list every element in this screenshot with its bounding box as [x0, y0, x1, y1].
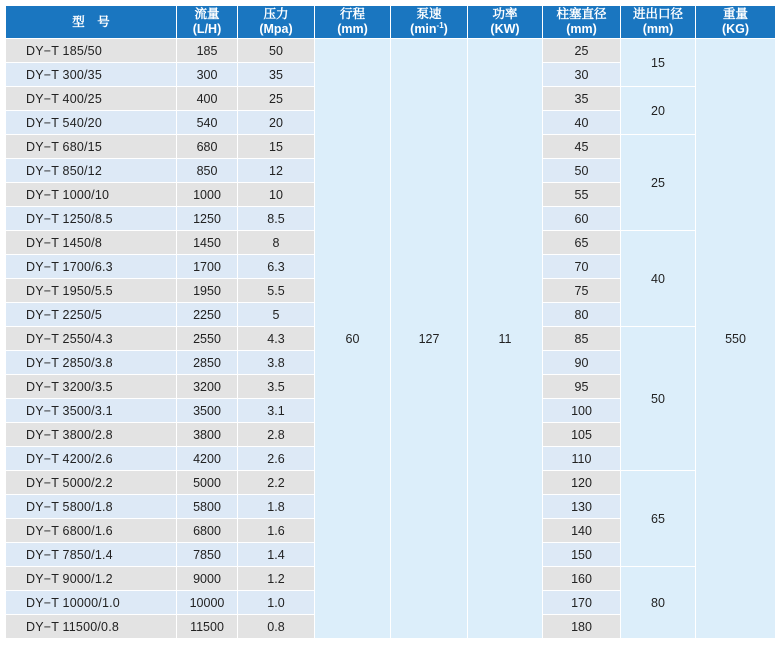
header-port-size: 进出口径 (mm) — [621, 6, 696, 39]
pressure-cell: 50 — [238, 39, 315, 63]
flow-cell: 400 — [177, 87, 238, 111]
model-cell: DY−T 1450/8 — [6, 231, 177, 255]
pressure-cell: 35 — [238, 63, 315, 87]
model-cell: DY−T 4200/2.6 — [6, 447, 177, 471]
plunger-diameter-cell: 105 — [543, 423, 621, 447]
header-pressure: 压力 (Mpa) — [238, 6, 315, 39]
model-cell: DY−T 6800/1.6 — [6, 519, 177, 543]
pressure-cell: 1.0 — [238, 591, 315, 615]
port-size-cell: 20 — [621, 87, 696, 135]
pressure-cell: 6.3 — [238, 255, 315, 279]
table-row — [6, 39, 776, 63]
flow-cell: 3800 — [177, 423, 238, 447]
plunger-diameter-cell: 95 — [543, 375, 621, 399]
pressure-cell: 1.8 — [238, 495, 315, 519]
model-cell: DY−T 1700/6.3 — [6, 255, 177, 279]
header-pump-speed: 泵速 $(\min^{-1})$ — [391, 6, 468, 39]
model-cell: DY−T 3200/3.5 — [6, 375, 177, 399]
model-cell: DY−T 10000/1.0 — [6, 591, 177, 615]
flow-cell: 4200 — [177, 447, 238, 471]
model-cell: DY−T 680/15 — [6, 135, 177, 159]
plunger-diameter-cell: 160 — [543, 567, 621, 591]
header-weight: 重量 (KG) — [696, 6, 776, 39]
pressure-cell: 3.1 — [238, 399, 315, 423]
stroke-cell: 60 — [315, 39, 391, 639]
pump-spec-table — [5, 5, 776, 639]
flow-cell: 3500 — [177, 399, 238, 423]
plunger-diameter-cell: 80 — [543, 303, 621, 327]
flow-cell: 5000 — [177, 471, 238, 495]
pressure-cell: 0.8 — [238, 615, 315, 639]
flow-cell: 2550 — [177, 327, 238, 351]
pressure-cell: 2.2 — [238, 471, 315, 495]
model-cell: DY−T 1250/8.5 — [6, 207, 177, 231]
model-cell: DY−T 850/12 — [6, 159, 177, 183]
flow-cell: 11500 — [177, 615, 238, 639]
port-size-cell: 25 — [621, 135, 696, 231]
flow-cell: 540 — [177, 111, 238, 135]
pressure-cell: 15 — [238, 135, 315, 159]
plunger-diameter-cell: 90 — [543, 351, 621, 375]
port-size-cell: 65 — [621, 471, 696, 567]
flow-cell: 1000 — [177, 183, 238, 207]
weight-cell: 550 — [696, 39, 776, 639]
pressure-cell: 4.3 — [238, 327, 315, 351]
pressure-cell: 1.4 — [238, 543, 315, 567]
plunger-diameter-cell: 25 — [543, 39, 621, 63]
header-row — [6, 6, 776, 39]
model-cell: DY−T 2550/4.3 — [6, 327, 177, 351]
model-cell: DY−T 3500/3.1 — [6, 399, 177, 423]
flow-cell: 850 — [177, 159, 238, 183]
plunger-diameter-cell: 120 — [543, 471, 621, 495]
plunger-diameter-cell: 75 — [543, 279, 621, 303]
pressure-cell: 1.2 — [238, 567, 315, 591]
model-cell: DY−T 2250/5 — [6, 303, 177, 327]
pump-speed-cell: 127 — [391, 39, 468, 639]
pressure-cell: 25 — [238, 87, 315, 111]
port-size-cell: 15 — [621, 39, 696, 87]
flow-cell: 185 — [177, 39, 238, 63]
plunger-diameter-cell: 40 — [543, 111, 621, 135]
model-cell: DY−T 3800/2.8 — [6, 423, 177, 447]
model-cell: DY−T 2850/3.8 — [6, 351, 177, 375]
pressure-cell: 1.6 — [238, 519, 315, 543]
flow-cell: 10000 — [177, 591, 238, 615]
plunger-diameter-cell: 85 — [543, 327, 621, 351]
pressure-cell: 3.5 — [238, 375, 315, 399]
pressure-cell: 3.8 — [238, 351, 315, 375]
pressure-cell: 12 — [238, 159, 315, 183]
flow-cell: 3200 — [177, 375, 238, 399]
table-body — [6, 39, 776, 639]
model-cell: DY−T 7850/1.4 — [6, 543, 177, 567]
plunger-diameter-cell: 70 — [543, 255, 621, 279]
pressure-cell: 5 — [238, 303, 315, 327]
model-cell: DY−T 11500/0.8 — [6, 615, 177, 639]
spec-table-container — [5, 5, 776, 639]
pressure-cell: 2.6 — [238, 447, 315, 471]
pressure-cell: 20 — [238, 111, 315, 135]
header-flow: 流量 (L/H) — [177, 6, 238, 39]
flow-cell: 7850 — [177, 543, 238, 567]
model-cell: DY−T 1000/10 — [6, 183, 177, 207]
power-cell: 11 — [468, 39, 543, 639]
flow-cell: 5800 — [177, 495, 238, 519]
model-cell: DY−T 5000/2.2 — [6, 471, 177, 495]
header-model: 型 号 — [6, 6, 177, 39]
header-plunger-diameter: 柱塞直径 (mm) — [543, 6, 621, 39]
flow-cell: 1700 — [177, 255, 238, 279]
flow-cell: 2250 — [177, 303, 238, 327]
plunger-diameter-cell: 100 — [543, 399, 621, 423]
plunger-diameter-cell: 140 — [543, 519, 621, 543]
plunger-diameter-cell: 55 — [543, 183, 621, 207]
plunger-diameter-cell: 65 — [543, 231, 621, 255]
pressure-cell: 10 — [238, 183, 315, 207]
model-cell: DY−T 185/50 — [6, 39, 177, 63]
plunger-diameter-cell: 50 — [543, 159, 621, 183]
model-cell: DY−T 5800/1.8 — [6, 495, 177, 519]
pressure-cell: 2.8 — [238, 423, 315, 447]
pressure-cell: 5.5 — [238, 279, 315, 303]
header-stroke: 行程 (mm) — [315, 6, 391, 39]
plunger-diameter-cell: 110 — [543, 447, 621, 471]
model-cell: DY−T 540/20 — [6, 111, 177, 135]
flow-cell: 1250 — [177, 207, 238, 231]
plunger-diameter-cell: 130 — [543, 495, 621, 519]
model-cell: DY−T 1950/5.5 — [6, 279, 177, 303]
plunger-diameter-cell: 35 — [543, 87, 621, 111]
port-size-cell: 50 — [621, 327, 696, 471]
flow-cell: 300 — [177, 63, 238, 87]
flow-cell: 1950 — [177, 279, 238, 303]
plunger-diameter-cell: 180 — [543, 615, 621, 639]
flow-cell: 1450 — [177, 231, 238, 255]
flow-cell: 680 — [177, 135, 238, 159]
pressure-cell: 8.5 — [238, 207, 315, 231]
plunger-diameter-cell: 30 — [543, 63, 621, 87]
model-cell: DY−T 400/25 — [6, 87, 177, 111]
model-cell: DY−T 300/35 — [6, 63, 177, 87]
port-size-cell: 80 — [621, 567, 696, 639]
plunger-diameter-cell: 150 — [543, 543, 621, 567]
plunger-diameter-cell: 170 — [543, 591, 621, 615]
plunger-diameter-cell: 45 — [543, 135, 621, 159]
model-cell: DY−T 9000/1.2 — [6, 567, 177, 591]
port-size-cell: 40 — [621, 231, 696, 327]
flow-cell: 9000 — [177, 567, 238, 591]
header-power: 功率 (KW) — [468, 6, 543, 39]
flow-cell: 2850 — [177, 351, 238, 375]
plunger-diameter-cell: 60 — [543, 207, 621, 231]
flow-cell: 6800 — [177, 519, 238, 543]
pressure-cell: 8 — [238, 231, 315, 255]
